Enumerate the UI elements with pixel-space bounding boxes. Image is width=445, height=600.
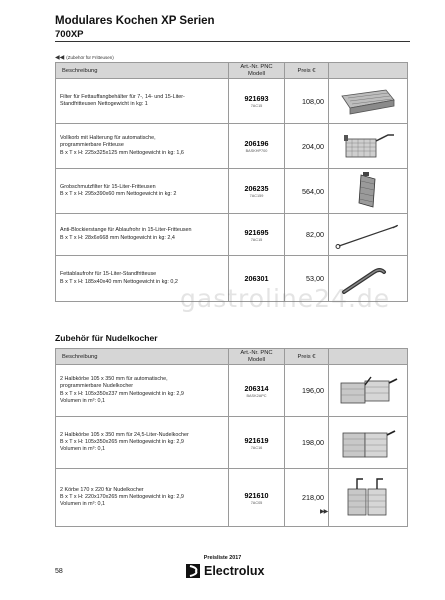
description-line: Standfritteusen Nettogewicht in kg: 1: [60, 101, 148, 107]
row-image: [329, 214, 408, 256]
brand-name: Electrolux: [204, 564, 265, 578]
row-art-number: [229, 79, 285, 124]
description-line: Anti-Blockierstange für Ablaufrohr in 15-Liter-Fritteusen: [60, 227, 192, 234]
pasta-baskets-image: [338, 475, 398, 521]
row-price: 108,00: [285, 79, 329, 124]
row-description: [56, 214, 229, 256]
description-line: Filter für Fettauffangbehälter für 7-, 14- und 15-Liter-: [60, 93, 185, 100]
header-divider: [55, 41, 410, 42]
art-number: 206196: [244, 139, 269, 148]
description-line: Volumen in m³: 0,1: [60, 501, 105, 508]
description-line: B x T x H: 295x390x60 mm Nettogewicht in kg: 2: [60, 191, 177, 197]
model-code: BASKHP700: [245, 149, 268, 153]
description-line: B x T x H: 185x40x40 mm Nettogewicht in kg: 0,2: [60, 278, 178, 285]
page-title: Modulares Kochen XP Serien: [55, 15, 215, 27]
table-row: [56, 417, 408, 469]
description-line: Grobschmutzfilter für 15-Liter-Fritteusen: [60, 183, 156, 190]
coarse-filter-image: [353, 171, 383, 211]
description-line: programmierbare Fritteuse: [60, 142, 124, 149]
col-header-description: Beschreibung: [56, 349, 229, 365]
model-code: BASK2APC: [246, 393, 267, 398]
art-number: 206235: [244, 184, 269, 193]
table-row: [56, 79, 408, 124]
row-price: 196,00: [285, 365, 329, 417]
model-code: 7AC16: [250, 445, 263, 450]
col-header-art: [229, 349, 285, 365]
model-code: 7AC05: [250, 500, 263, 505]
row-price: 53,00: [285, 256, 329, 302]
model-code: 7AC15: [250, 104, 263, 108]
row-description: [56, 469, 229, 527]
row-description: [56, 417, 229, 469]
row-price: 564,00: [285, 169, 329, 214]
row-art-number: [229, 365, 285, 417]
table-row: [56, 365, 408, 417]
art-number: 921695: [244, 227, 269, 237]
table-row: [56, 124, 408, 169]
table-row: [56, 469, 408, 527]
row-image: [329, 79, 408, 124]
row-image: [329, 417, 408, 469]
pasta-cooker-accessories-table: [55, 348, 408, 527]
description-line: B x T x H: 225x325x125 mm Nettogewicht in kg: 1,6: [60, 149, 184, 156]
double-arrow-right-icon[interactable]: ▶▶: [320, 509, 328, 515]
row-art-number: [229, 417, 285, 469]
model-code: 7AC15: [250, 237, 263, 242]
art-number: 921619: [244, 435, 269, 445]
filter-tray-image: [338, 86, 398, 116]
col-header-art-line2: Modell: [247, 70, 266, 77]
col-header-price: Preis €: [285, 63, 329, 79]
col-header-art-line2: Modell: [247, 356, 266, 363]
row-price: 82,00: [285, 214, 329, 256]
electrolux-logo-icon: [186, 564, 200, 578]
description-line: 2 Halbkörbe 105 x 350 mm für automatische,: [60, 376, 168, 383]
footer-pricelist: Preisliste 2017: [203, 555, 242, 561]
row-image: [329, 169, 408, 214]
row-price: 218,00: [285, 469, 329, 527]
description-line: Fettablaufrohr für 15-Liter-Standfritteuse: [60, 271, 157, 278]
row-art-number: [229, 214, 285, 256]
breadcrumb-label: (Zubehör für Fritteusen): [66, 55, 114, 60]
brand-logo: [186, 564, 264, 578]
row-price: 198,00: [285, 417, 329, 469]
row-image: [329, 469, 408, 527]
art-number: 206301: [244, 273, 269, 283]
series-subtitle: 700XP: [55, 29, 84, 40]
page-number: 58: [55, 568, 63, 575]
double-arrow-left-icon[interactable]: ◀◀: [55, 55, 65, 61]
col-header-description: Beschreibung: [56, 63, 229, 79]
art-number: 921693: [244, 94, 269, 103]
model-code: 7AC159: [249, 194, 264, 198]
row-description: [56, 365, 229, 417]
description-line: 2 Halbkörbe 105 x 350 mm für 24,5-Liter-Nudelkocher: [60, 431, 189, 438]
section-title-pasta: Zubehör für Nudelkocher: [55, 333, 158, 343]
fryer-basket-image: [338, 129, 398, 163]
row-description: [56, 169, 229, 214]
half-baskets-image: [335, 371, 401, 411]
description-line: B x T x H: 105x350x237 mm Nettogewicht in kg: 2,9: [60, 390, 184, 397]
table-header-row: [56, 349, 408, 365]
table-row: [56, 169, 408, 214]
description-line: 2 Körbe 170 x 220 für Nudelkocher: [60, 486, 144, 493]
row-description: [56, 79, 229, 124]
description-line: B x T x H: 28x6x668 mm Nettogewicht in kg: 2,4: [60, 234, 175, 241]
description-line: Volumen in m³: 0,1: [60, 397, 105, 404]
breadcrumb: [55, 54, 114, 61]
col-header-art-line1: Art.-Nr. PNC: [240, 64, 273, 70]
art-number: 921610: [244, 490, 269, 500]
description-line: Volumen in m³: 0,1: [60, 446, 105, 453]
row-art-number: [229, 469, 285, 527]
col-header-art-line1: Art.-Nr. PNC: [240, 350, 273, 356]
description-line: B x T x H: 105x350x265 mm Nettogewicht in kg: 2,9: [60, 438, 184, 445]
anti-block-rod-image: [333, 220, 403, 250]
table-row: [56, 214, 408, 256]
watermark: gastroline24.de: [180, 284, 391, 313]
art-number: 206314: [244, 383, 269, 393]
description-line: B x T x H: 220x170x265 mm Nettogewicht in kg: 2,9: [60, 493, 184, 500]
col-header-image: [329, 349, 408, 365]
col-header-price: Preis €: [285, 349, 329, 365]
row-art-number: [229, 124, 285, 169]
col-header-image: [329, 63, 408, 79]
row-image: [329, 365, 408, 417]
table-header-row: [56, 63, 408, 79]
fryer-accessories-table: [55, 62, 408, 302]
col-header-art: [229, 63, 285, 79]
description-line: programmierbare Nudelkocher: [60, 383, 134, 390]
row-price: 204,00: [285, 124, 329, 169]
half-baskets-24l-image: [335, 423, 401, 463]
row-art-number: [229, 169, 285, 214]
row-image: [329, 124, 408, 169]
row-description: [56, 124, 229, 169]
description-line: Vollkorb mit Halterung für automatische,: [60, 135, 156, 142]
